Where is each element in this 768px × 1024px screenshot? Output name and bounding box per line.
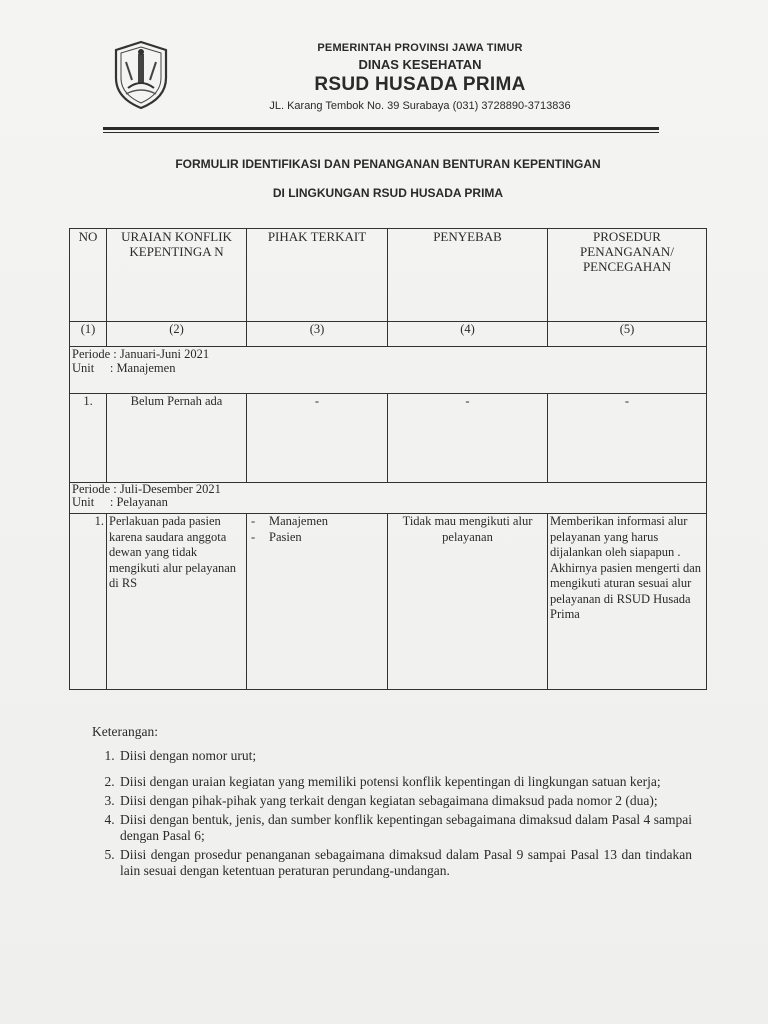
provincial-emblem-logo	[112, 40, 170, 110]
letterhead-divider-thin	[103, 132, 659, 133]
notes-section	[92, 724, 692, 882]
letterhead	[200, 40, 640, 112]
hospital-address: JL. Karang Tembok No. 39 Surabaya (031) 3728890-3713836	[269, 100, 571, 112]
period-label: Periode : Juli-Desember 2021	[72, 482, 221, 496]
row-uraian: Perlakuan pada pasien karena saudara anggota dewan yang tidak mengikuti alur pelayanan di RS	[107, 514, 247, 690]
notes-title: Keterangan:	[92, 724, 158, 739]
unit-label: Unit : Pelayanan	[72, 495, 168, 509]
notes-list	[92, 748, 692, 879]
header-penyebab: PENYEBAB	[388, 229, 548, 322]
period-row	[70, 347, 707, 394]
form-title: FORMULIR IDENTIFIKASI DAN PENANGANAN BENTURAN KEPENTINGAN	[175, 157, 601, 171]
table-header-row	[70, 229, 707, 322]
period-label: Periode : Januari-Juni 2021	[72, 347, 210, 361]
pihak-item: - Pasien	[269, 530, 385, 546]
period-cell	[70, 347, 707, 394]
form-subtitle: DI LINGKUNGAN RSUD HUSADA PRIMA	[272, 186, 504, 200]
row-prosedur: Memberikan informasi alur pelayanan yang harus dijalankan oleh siapapun . Akhirnya pasien mengerti dan mengikuti aturan sesuai alur pelayanan di RSUD Husada Prima	[548, 514, 707, 690]
period-row	[70, 483, 707, 514]
period-cell	[70, 483, 707, 514]
row-no: 1.	[70, 394, 107, 483]
table-row	[70, 514, 707, 690]
note-item: 5. Diisi dengan prosedur penanganan sebagaimana dimaksud dalam Pasal 9 sampai Pasal 13 dan tindakan lain sesuai dengan ketentuan peraturan perundang-undangan.	[118, 847, 692, 879]
note-item: 3. Diisi dengan pihak-pihak yang terkait dengan kegiatan sebagaimana dimaksud pada nomor 2 (dua);	[118, 793, 692, 809]
row-pihak	[247, 514, 388, 690]
row-no: 1.	[70, 514, 107, 690]
hospital-name: RSUD HUSADA PRIMA	[314, 74, 526, 95]
row-pihak: -	[247, 394, 388, 483]
col-number: (2)	[107, 322, 247, 347]
letterhead-divider	[103, 127, 659, 130]
header-prosedur: PROSEDUR PENANGANAN/ PENCEGAHAN	[548, 229, 707, 322]
unit-label: Unit : Manajemen	[72, 361, 176, 375]
conflict-table	[69, 228, 707, 690]
agency-name: DINAS KESEHATAN	[358, 57, 482, 72]
note-item: 2. Diisi dengan uraian kegiatan yang memiliki potensi konflik kepentingan di lingkungan satuan kerja;	[118, 774, 692, 790]
note-item: 4. Diisi dengan bentuk, jenis, dan sumber konflik kepentingan sebagaimana dimaksud dalam Pasal 4 sampai dengan Pasal 6;	[118, 812, 692, 844]
note-item: 1. Diisi dengan nomor urut;	[118, 748, 692, 764]
col-number: (1)	[70, 322, 107, 347]
header-uraian: URAIAN KONFLIK KEPENTINGA N	[107, 229, 247, 322]
row-uraian: Belum Pernah ada	[107, 394, 247, 483]
header-pihak: PIHAK TERKAIT	[247, 229, 388, 322]
government-name: PEMERINTAH PROVINSI JAWA TIMUR	[317, 42, 523, 54]
col-number: (4)	[388, 322, 548, 347]
col-number: (3)	[247, 322, 388, 347]
row-penyebab: Tidak mau mengikuti alur pelayanan	[388, 514, 548, 690]
header-no: NO	[70, 229, 107, 322]
row-penyebab: -	[388, 394, 548, 483]
column-number-row	[70, 322, 707, 347]
pihak-item: - Manajemen	[269, 514, 385, 530]
col-number: (5)	[548, 322, 707, 347]
row-prosedur: -	[548, 394, 707, 483]
table-row	[70, 394, 707, 483]
